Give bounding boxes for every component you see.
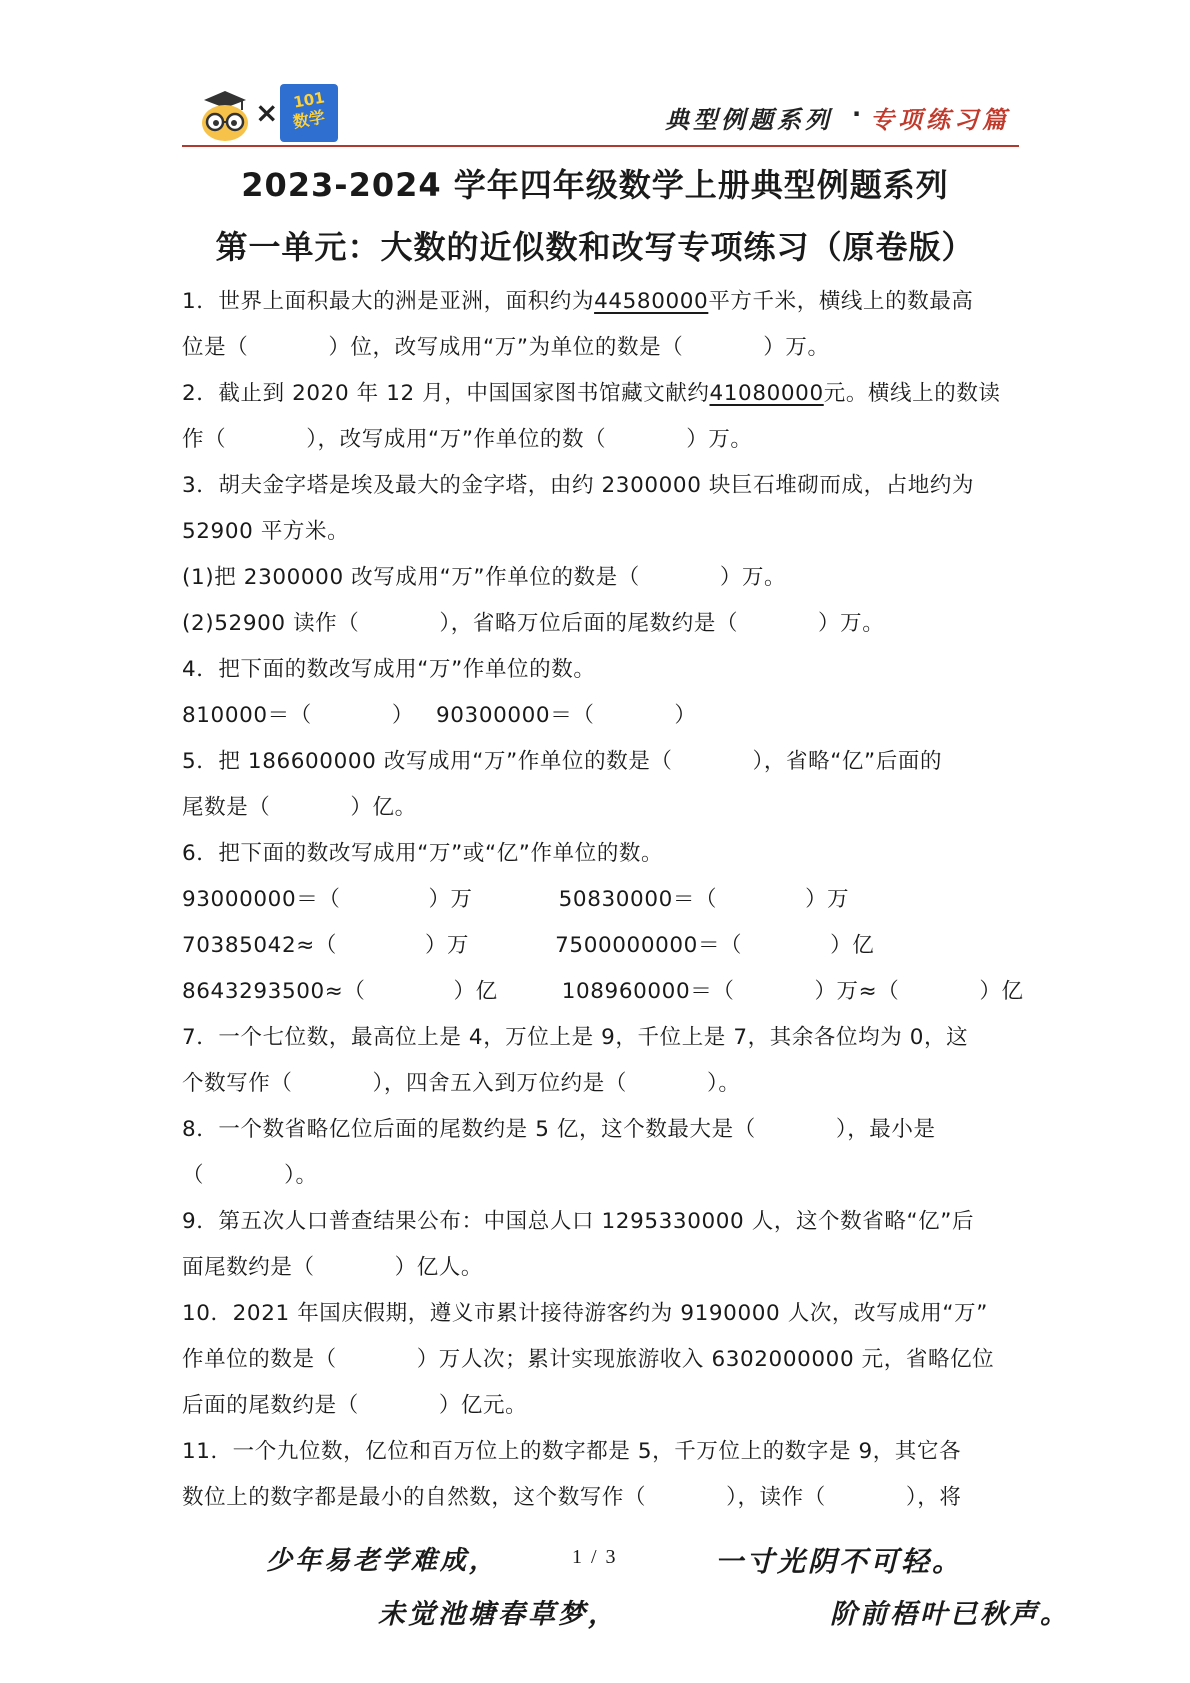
page-subtitle: 第一单元：大数的近似数和改写专项练习（原卷版） [215,228,975,266]
question-9-line-1: 9．第五次人口普查结果公布：中国总人口 1295330000 人，这个数省略“亿”后 [182,1209,975,1234]
question-5-line-1: 5．把 186600000 改写成用“万”作单位的数是（ ），省略“亿”后面的 [182,749,943,774]
question-3-line-1: 3．胡夫金字塔是埃及最大的金字塔，由约 2300000 块巨石堆砌而成，占地约为 [182,473,975,498]
question-11-line-2: 数位上的数字都是最小的自然数，这个数写作（ ），读作（ ），将 [182,1485,962,1510]
footer-motto-right: 一寸光阴不可轻。 [715,1545,964,1578]
header-divider [182,145,1019,147]
underlined-number: 44580000 [594,289,709,314]
math101-logo-icon [280,84,338,142]
question-9-line-2: 面尾数约是（ ）亿人。 [182,1255,484,1280]
question-7-line-1: 7．一个七位数，最高位上是 4，万位上是 9，千位上是 7，其余各位均为 0，这 [182,1025,969,1050]
logo-101-number: 101 [292,88,326,112]
question-7-line-2: 个数写作（ ），四舍五入到万位约是（ ）。 [182,1071,741,1096]
footer-poem-right: 阶前梧叶已秋声。 [830,1599,1070,1630]
question-6-row-1: 93000000＝（ ）万 50830000＝（ ）万 [182,887,850,912]
question-1-line-2: 位是（ ）位，改写成用“万”为单位的数是（ ）万。 [182,335,830,360]
question-4-line-1: 4．把下面的数改写成用“万”作单位的数。 [182,657,596,682]
question-3-part-2: (2)52900 读作（ ），省略万位后面的尾数约是（ ）万。 [182,611,885,636]
question-4-line-2: 810000＝（ ） 90300000＝（ ） [182,703,697,728]
question-6-line-1: 6．把下面的数改写成用“万”或“亿”作单位的数。 [182,841,664,866]
underlined-number: 41080000 [709,381,824,406]
page-title: 2023-2024 学年四年级数学上册典型例题系列 [241,166,949,204]
question-5-line-2: 尾数是（ ）亿。 [182,795,417,820]
owl-logo-icon [200,86,250,142]
page-number: 1 / 3 [572,1546,618,1568]
series-separator: · [852,100,862,128]
question-8-line-2: （ ）。 [182,1163,318,1188]
question-10-line-1: 10．2021 年国庆假期，遵义市累计接待游客约为 9190000 人次，改写成用“万” [182,1301,989,1326]
question-10-line-2: 作单位的数是（ ）万人次；累计实现旅游收入 6302000000 元，省略亿位 [182,1347,995,1372]
collab-x-mark: × [255,96,279,129]
footer-poem-left: 未觉池塘春草梦， [378,1599,618,1630]
question-6-row-3: 8643293500≈（ ）亿 108960000＝（ ）万≈（ ）亿 [182,979,1024,1004]
question-2-line-1: 2．截止到 2020 年 12 月，中国国家图书馆藏文献约41080000元。横线上的数读 [182,381,1001,406]
question-6-row-2: 70385042≈（ ）万 7500000000＝（ ）亿 [182,933,875,958]
series-name: 典型例题系列 [665,105,833,134]
question-8-line-1: 8．一个数省略亿位后面的尾数约是 5 亿，这个数最大是（ ），最小是 [182,1117,936,1142]
logo-101-text: 数学 [291,107,327,132]
series-section: 专项练习篇 [870,105,1010,134]
question-1-line-1: 1．世界上面积最大的洲是亚洲，面积约为44580000平方千米，横线上的数最高 [182,289,974,314]
footer-motto-left: 少年易老学难成， [266,1546,499,1576]
question-10-line-3: 后面的尾数约是（ ）亿元。 [182,1393,528,1418]
question-11-line-1: 11．一个九位数，亿位和百万位上的数字都是 5，千万位上的数字是 9，其它各 [182,1439,962,1464]
question-3-line-2: 52900 平方米。 [182,519,350,544]
question-3-part-1: (1)把 2300000 改写成用“万”作单位的数是（ ）万。 [182,565,787,590]
question-2-line-2: 作（ ），改写成用“万”作单位的数（ ）万。 [182,427,753,452]
